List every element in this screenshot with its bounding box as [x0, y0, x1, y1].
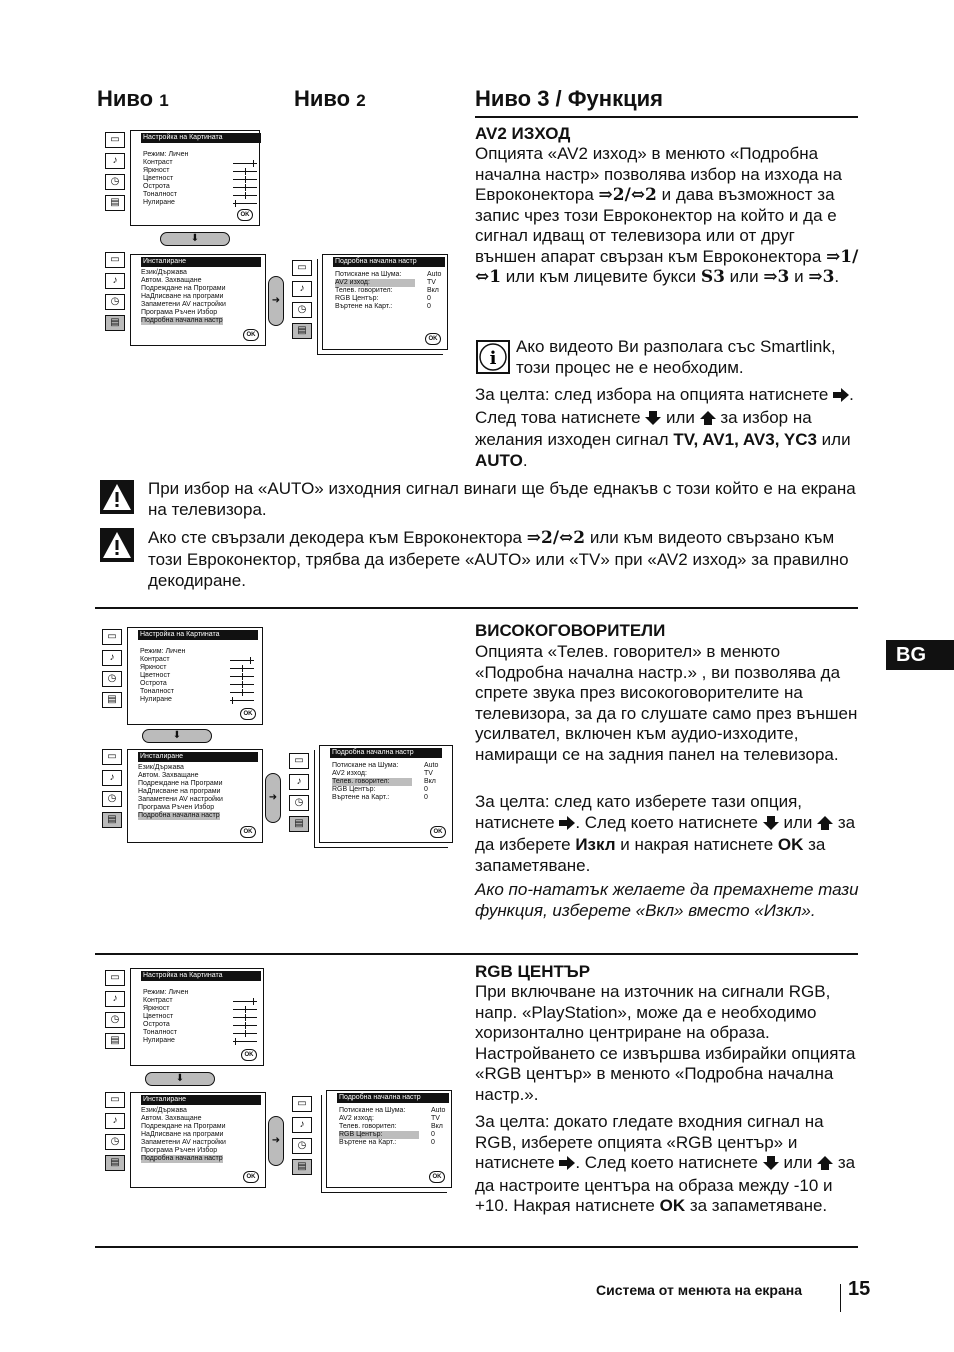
menu-value: TV [424, 770, 433, 777]
menu-value: 0 [431, 1131, 435, 1138]
slider-bar [230, 684, 254, 685]
menu-title: Инсталиране [141, 257, 261, 267]
menu-icon-column [289, 753, 309, 837]
av2-instructions: За целта: след избора на опцията натиснете . След това натиснете или за избор на желания изходен сигнал TV, AV1, AV3, YC3 или AUTO. [475, 385, 854, 470]
menu-item: Контраст [143, 997, 173, 1004]
level2-header [294, 86, 366, 112]
picture-menu [130, 968, 264, 1066]
slider-bar [233, 1017, 257, 1018]
setup-icon: ▤ [105, 315, 125, 331]
scart-out-icon: ⇒2/ [526, 528, 560, 548]
menu-item: Тоналност [143, 1029, 177, 1036]
menu-item: Запаметени AV настройки [141, 301, 226, 308]
ok-button-icon: OK [429, 1171, 445, 1183]
level1-label: Ниво [97, 86, 154, 111]
menu-item: Нулиране [143, 1037, 175, 1044]
slider-bar [233, 163, 257, 164]
setup-icon: ▤ [105, 1155, 125, 1171]
menu-value: Auto [427, 271, 442, 278]
menu-item: Нулиране [143, 199, 175, 206]
menu-icon-column [292, 1096, 312, 1180]
section-divider [95, 607, 858, 609]
menu-title: Подробна начална настр [333, 257, 445, 267]
menu-item: Острота [143, 1021, 170, 1028]
menu-item: Програма Ръчен Избор [141, 309, 218, 316]
menu-item: Подробна начална настр [141, 317, 223, 324]
scart-out-icon: ⇒1/ [826, 246, 859, 267]
slider-bar [230, 692, 254, 693]
menu-item: Подреждане на Програми [141, 285, 226, 292]
picture-icon: ▭ [102, 629, 122, 645]
svideo-icon: S3 [700, 267, 725, 287]
menu-value: Вкл [427, 287, 439, 294]
menu-item: НаДписване на програми [141, 293, 224, 300]
menu-value: 0 [424, 786, 428, 793]
menu-value: TV [431, 1115, 440, 1122]
menu-title: Настройка на Картината [138, 630, 258, 640]
sound-icon: ♪ [292, 281, 312, 297]
setup-icon: ▤ [292, 323, 312, 339]
down-arrow-icon [763, 1155, 779, 1176]
menu-item: Телев. говорител: [335, 287, 393, 294]
warning-icon [100, 480, 134, 514]
menu-title: Подробна начална настр [330, 748, 442, 758]
slider-bar [233, 187, 257, 188]
menu-item: Запаметени AV настройки [141, 1139, 226, 1146]
sound-icon: ♪ [105, 1113, 125, 1129]
menu-item: Тоналност [143, 191, 177, 198]
slider-bar [230, 700, 254, 701]
warning-icon [100, 528, 134, 562]
menu-item: Телев. говорител: [332, 778, 412, 786]
scart-inout-icon: ⇔2 [559, 528, 586, 548]
menu-icon-column [105, 1092, 125, 1176]
timer-icon: ◷ [105, 174, 125, 190]
menu-item: AV2 изход: [332, 770, 367, 777]
picture-icon: ▭ [105, 1092, 125, 1108]
menu-value: Вкл [424, 778, 436, 785]
menu-item: Контраст [143, 159, 173, 166]
av2-description: Опцията «AV2 изход» в менюто «Подробна начална настр» позволява избор на изхода на Евроконектора ⇒2/⇔2 и дава възможност за запис чрез този Евроконектор на който и да е сигнал идващ от телевизора или от друг външен апарат свързан към Евроконектора ⇒1/⇔1 или към лицевите букси S3 или ⇒3 и ⇒3. [475, 144, 859, 287]
down-arrow-icon [763, 815, 779, 836]
menu-item: Острота [140, 680, 167, 687]
info-note: Ако видеото Ви разполага със Smartlink, този процес не е необходим. [516, 337, 836, 377]
setup-icon: ▤ [102, 692, 122, 708]
slider-bar [233, 1041, 257, 1042]
right-arrow-icon: ➜ [268, 1116, 284, 1166]
menu-item: НаДписване на програми [141, 1131, 224, 1138]
speakers-note: Ако по-нататък желаете да премахнете тази функция, изберете «Вкл» вместо «Изкл». [475, 880, 859, 920]
menu-value: 0 [427, 295, 431, 302]
header-rule [475, 116, 858, 118]
menu-item: Цветност [143, 1013, 174, 1020]
menu-icon-column [105, 970, 125, 1054]
menu-item: Език/Държава [141, 1107, 187, 1114]
scart-inout-icon: ⇔1 [475, 267, 502, 287]
setup-icon: ▤ [289, 816, 309, 832]
picture-icon: ▭ [105, 970, 125, 986]
timer-icon: ◷ [289, 795, 309, 811]
menu-item: RGB Център: [339, 1131, 419, 1139]
menu-item: Режим: Личен [140, 648, 186, 655]
timer-icon: ◷ [292, 1138, 312, 1154]
ok-button-icon: OK [240, 826, 256, 838]
menu-item: НаДписване на програми [138, 788, 221, 795]
setup-icon: ▤ [102, 812, 122, 828]
speakers-description: Опцията «Телев. говорител» в менюто «Подробна начална настр.» , ви позволява да спрете звука през високоговорителите на телевизора, за да го слушате само през външен усилвател, включен към аудио-изходите, намиращи се на задния панел на телевизора. [475, 642, 858, 764]
picture-icon: ▭ [289, 753, 309, 769]
level2-label: Ниво [294, 86, 351, 111]
menu-item: Режим: Личен [143, 989, 189, 996]
menu-item: Контраст [140, 656, 170, 663]
menu-title: Инсталиране [138, 752, 258, 762]
slider-bar [233, 1009, 257, 1010]
menu-item: Въртене на Карт.: [339, 1139, 397, 1146]
timer-icon: ◷ [105, 1012, 125, 1028]
right-arrow-icon [559, 1155, 575, 1176]
menu-item: Език/Държава [138, 764, 184, 771]
menu-value: TV [427, 279, 436, 286]
section-divider [95, 953, 858, 955]
menu-title: Настройка на Картината [141, 133, 261, 143]
menu-item: Въртене на Карт.: [332, 794, 390, 801]
menu-title: Инсталиране [141, 1095, 261, 1105]
timer-icon: ◷ [105, 294, 125, 310]
install-menu [130, 254, 266, 346]
sound-icon: ♪ [105, 153, 125, 169]
menu-value: 0 [424, 794, 428, 801]
slider-bar [233, 1033, 257, 1034]
svg-text:i: i [489, 348, 497, 369]
picture-icon: ▭ [102, 749, 122, 765]
menu-item: Яркност [143, 167, 170, 174]
picture-icon: ▭ [292, 260, 312, 276]
language-tab: BG [886, 640, 954, 670]
ok-button-icon: OK [243, 1171, 259, 1183]
right-arrow-icon [833, 387, 849, 408]
menu-item: Запаметени AV настройки [138, 796, 223, 803]
menu-item: Яркност [143, 1005, 170, 1012]
sound-icon: ♪ [105, 273, 125, 289]
setup-icon: ▤ [105, 195, 125, 211]
ok-button-icon: OK [241, 1049, 257, 1061]
right-arrow-icon: ➜ [265, 773, 281, 823]
page-number: 15 [848, 1278, 871, 1300]
menu-item: Режим: Личен [143, 151, 189, 158]
rgb-instructions: За целта: докато гледате входния сигнал на RGB, изберете опцията «RGB център» и натиснете . След което натиснете или за да настроите центъра на образа между -10 и +10. Накрая натиснете OK за запаметяване. [475, 1112, 856, 1215]
slider-bar [233, 203, 257, 204]
menu-item: Подреждане на Програми [141, 1123, 226, 1130]
setup-icon: ▤ [105, 1033, 125, 1049]
setup-icon: ▤ [292, 1159, 312, 1175]
warning-decoder: Ако сте свързали декодера към Евроконектора ⇒2/⇔2 или към видеото свързано към този Евроконектор, трябва да изберете «AUTO» или «TV» при «AV2 изход» за правилно декодиране. [148, 528, 849, 590]
menu-title: Подробна начална настр [337, 1093, 449, 1103]
speakers-title: ВИСОКОГОВОРИТЕЛИ [475, 621, 666, 640]
ok-button-icon: OK [237, 209, 253, 221]
section-divider [95, 1246, 858, 1248]
sound-icon: ♪ [292, 1117, 312, 1133]
up-arrow-icon [817, 1155, 833, 1176]
menu-icon-column [292, 260, 312, 344]
sound-icon: ♪ [102, 770, 122, 786]
scart-out-icon: ⇒2/ [598, 185, 631, 205]
detail-menu [322, 254, 448, 350]
menu-item: Потискане на Шума: [332, 762, 399, 769]
menu-item: Език/Държава [141, 269, 187, 276]
down-arrow-icon: ⬇ [145, 1072, 215, 1086]
sound-icon: ♪ [105, 991, 125, 1007]
menu-item: RGB Център: [335, 295, 379, 302]
footer-divider [840, 1284, 841, 1312]
menu-icon-column [102, 629, 122, 713]
timer-icon: ◷ [105, 1134, 125, 1150]
menu-item: AV2 изход: [335, 279, 415, 287]
slider-bar [233, 1025, 257, 1026]
menu-item: Подреждане на Програми [138, 780, 223, 787]
menu-item: Програма Ръчен Избор [141, 1147, 218, 1154]
picture-icon: ▭ [105, 252, 125, 268]
menu-value: 0 [427, 303, 431, 310]
menu-item: Автом. Захващане [141, 1115, 202, 1122]
picture-icon: ▭ [105, 132, 125, 148]
timer-icon: ◷ [102, 671, 122, 687]
slider-bar [233, 171, 257, 172]
install-menu [130, 1092, 266, 1188]
menu-item: Програма Ръчен Избор [138, 804, 215, 811]
menu-value: Auto [431, 1107, 446, 1114]
menu-icon-column [105, 252, 125, 336]
menu-item: Телев. говорител: [339, 1123, 397, 1130]
menu-value: 0 [431, 1139, 435, 1146]
down-arrow-icon: ⬇ [142, 729, 212, 743]
ok-button-icon: OK [430, 826, 446, 838]
detail-menu [319, 745, 453, 843]
slider-bar [230, 676, 254, 677]
menu-item: Острота [143, 183, 170, 190]
timer-icon: ◷ [292, 302, 312, 318]
menu-item: Автом. Захващане [138, 772, 199, 779]
up-arrow-icon [817, 815, 833, 836]
rgb-description: При включване на източник на сигнали RGB, напр. «PlayStation», може да е необходимо хоризонтално центриране на образа. Настройването се извършва избирайки опцията «RGB център» в менюто «Подробна начална настр.». [475, 982, 856, 1104]
menu-item: Въртене на Карт.: [335, 303, 393, 310]
menu-item: RGB Център: [332, 786, 376, 793]
timer-icon: ◷ [102, 791, 122, 807]
menu-item: Подробна начална настр [138, 812, 220, 819]
footer-title: Система от менюта на екрана [596, 1282, 803, 1298]
menu-value: Auto [424, 762, 439, 769]
menu-item: Потискане на Шума: [335, 271, 402, 278]
warning-auto: При избор на «AUTO» изходния сигнал винаги ще бъде еднакъв с този който е на екрана на телевизора. [148, 479, 856, 519]
menu-item: Потискане на Шума: [339, 1107, 406, 1114]
install-menu [127, 749, 263, 843]
detail-menu [326, 1090, 452, 1188]
menu-item: AV2 изход: [339, 1115, 374, 1122]
menu-title: Настройка на Картината [141, 971, 261, 981]
level2-number: 2 [356, 91, 366, 110]
level3-header: Ниво 3 / Функция [475, 86, 663, 111]
menu-item: Тоналност [140, 688, 174, 695]
picture-icon: ▭ [292, 1096, 312, 1112]
info-icon [476, 340, 510, 374]
menu-icon-column [105, 132, 125, 216]
picture-menu [127, 627, 263, 725]
slider-bar [230, 660, 254, 661]
up-arrow-icon [700, 410, 716, 431]
video-in-icon: ⇒3 [763, 267, 790, 287]
rgb-title: RGB ЦЕНТЪР [475, 962, 591, 981]
level1-header [97, 86, 169, 112]
speakers-instructions: За целта: след като изберете тази опция, натиснете . След което натиснете или за да изберете Изкл и накрая натиснете OK за запаметяване. [475, 792, 856, 875]
down-arrow-icon: ⬇ [160, 232, 230, 246]
ok-button-icon: OK [243, 329, 259, 341]
right-arrow-icon: ➜ [268, 276, 284, 326]
sound-icon: ♪ [289, 774, 309, 790]
menu-item: Цветност [143, 175, 174, 182]
level1-number: 1 [159, 91, 169, 110]
menu-item: Подробна начална настр [141, 1155, 223, 1162]
av2-title: AV2 ИЗХОД [475, 124, 571, 143]
down-arrow-icon [645, 410, 661, 431]
slider-bar [233, 195, 257, 196]
slider-bar [233, 1001, 257, 1002]
slider-bar [230, 668, 254, 669]
sound-icon: ♪ [102, 650, 122, 666]
menu-icon-column [102, 749, 122, 833]
slider-bar [233, 179, 257, 180]
menu-item: Цветност [140, 672, 171, 679]
scart-inout-icon: ⇔2 [630, 185, 657, 205]
picture-menu [130, 130, 260, 226]
ok-button-icon: OK [240, 708, 256, 720]
menu-value: Вкл [431, 1123, 443, 1130]
menu-item: Яркност [140, 664, 167, 671]
menu-item: Автом. Захващане [141, 277, 202, 284]
ok-button-icon: OK [425, 333, 441, 345]
audio-in-icon: ⇒3 [808, 267, 835, 287]
right-arrow-icon [559, 815, 575, 836]
menu-item: Нулиране [140, 696, 172, 703]
